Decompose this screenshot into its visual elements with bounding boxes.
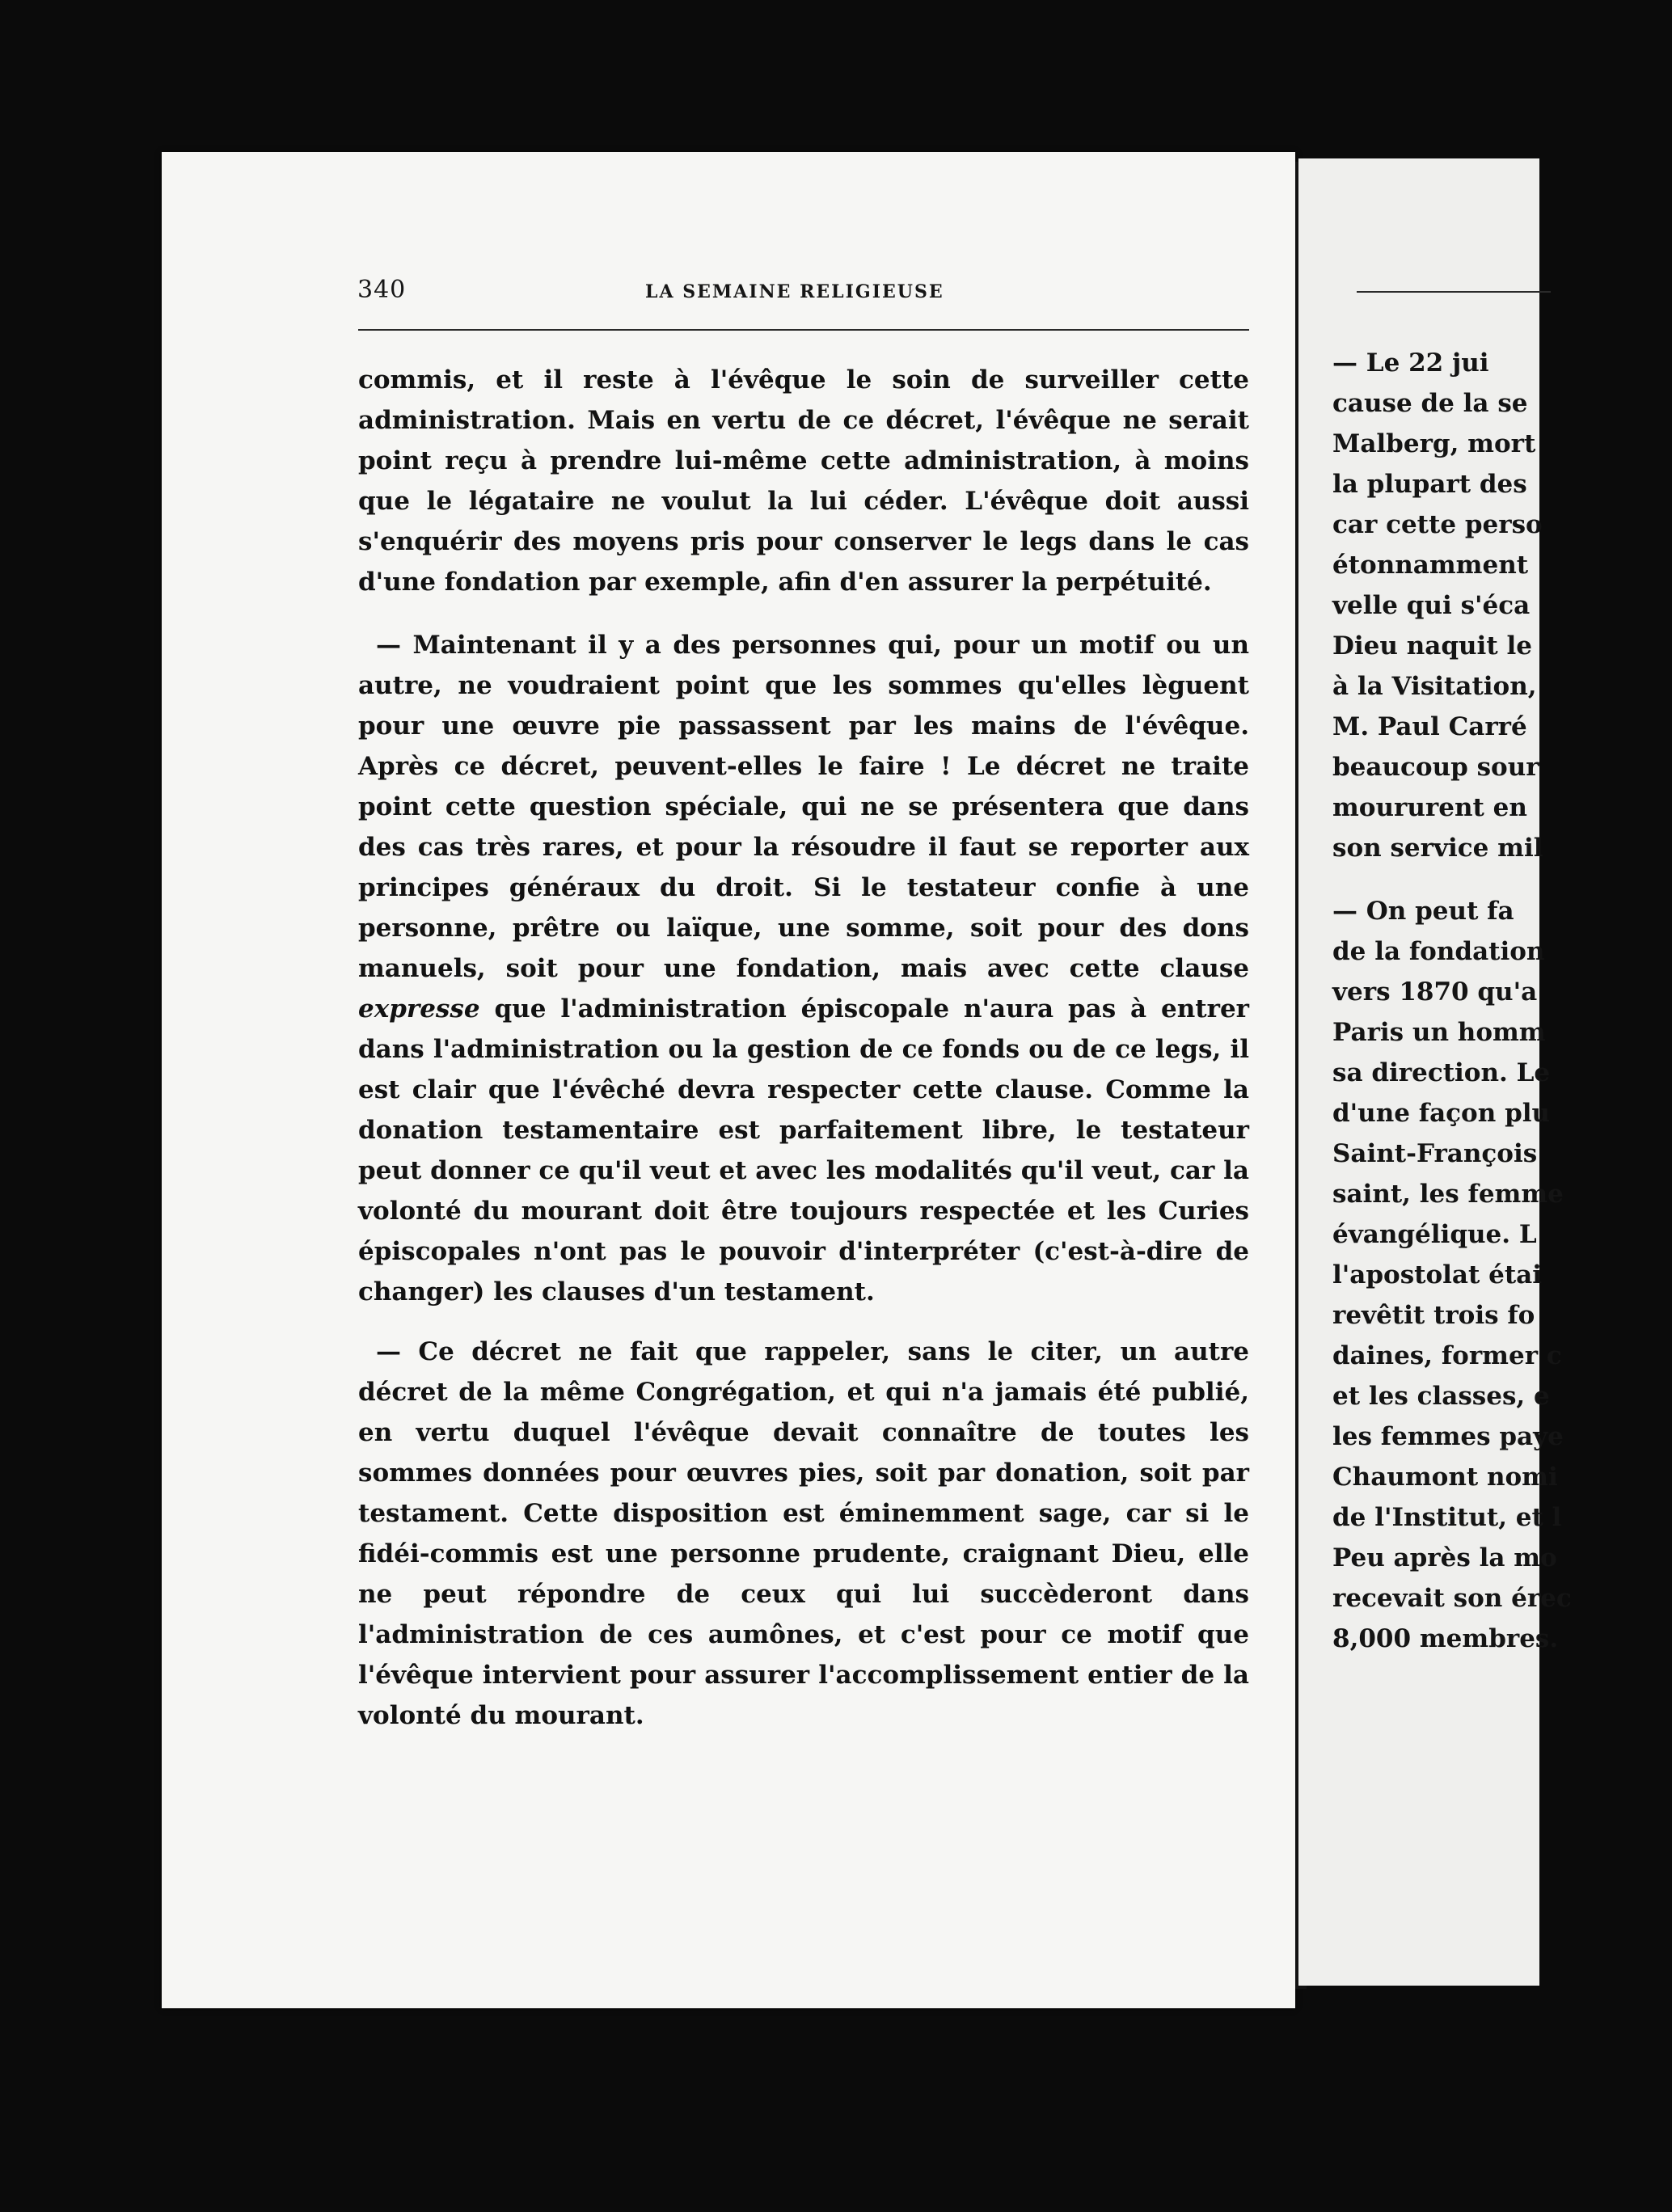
right-line: revêtit trois fo bbox=[1332, 1301, 1535, 1330]
right-line: étonnamment bbox=[1332, 551, 1529, 580]
right-line: vers 1870 qu'a bbox=[1332, 977, 1538, 1007]
page-number: 340 bbox=[357, 276, 407, 304]
right-line: sa direction. Le bbox=[1332, 1058, 1551, 1087]
right-line: beaucoup sour bbox=[1332, 753, 1539, 782]
right-line: — On peut fa bbox=[1332, 897, 1514, 926]
right-line: l'apostolat étai bbox=[1332, 1260, 1543, 1290]
right-line: moururent en bbox=[1332, 793, 1527, 822]
right-line: les femmes paye bbox=[1332, 1422, 1564, 1451]
paragraph-2-part-2: que l'administration épiscopale n'aura pas à entrer dans l'administration ou la gestion de ce fonds ou de ce legs, il est clair que l'évêché devra respecter cette clause. Comme la donation testamentaire est parfaitement libre, le testateur peut donner ce qu'il veut et avec les modalités qu'il veut, car la volonté du mourant doit être toujours respectée et les Curies épiscopales n'ont pas le pouvoir d'interpréter (c'est-à-dire de changer) les clauses d'un testament. bbox=[358, 994, 1250, 1307]
right-line: cause de la se bbox=[1332, 389, 1528, 418]
right-line: M. Paul Carré bbox=[1332, 712, 1527, 741]
right-line: de l'Institut, et l bbox=[1332, 1503, 1562, 1532]
right-line: — Le 22 jui bbox=[1332, 348, 1489, 378]
right-line: car cette perso bbox=[1332, 510, 1543, 539]
right-line: daines, former c bbox=[1332, 1341, 1562, 1370]
right-line: recevait son érec bbox=[1332, 1584, 1572, 1613]
right-line: Saint-François bbox=[1332, 1139, 1538, 1168]
right-line: de la fondation bbox=[1332, 937, 1545, 966]
header-rule bbox=[358, 329, 1249, 331]
right-header-rule bbox=[1357, 291, 1551, 293]
right-line: Paris un homm bbox=[1332, 1018, 1546, 1047]
paragraph-2 bbox=[358, 625, 1249, 1312]
right-line: son service mil bbox=[1332, 834, 1543, 863]
body-text bbox=[358, 360, 1249, 1755]
right-line: 8,000 membres. bbox=[1332, 1624, 1559, 1653]
paragraph-gap bbox=[1332, 868, 1672, 891]
right-line: la plupart des bbox=[1332, 470, 1527, 499]
right-line: Peu après la mo bbox=[1332, 1543, 1557, 1572]
right-line: évangélique. L bbox=[1332, 1220, 1537, 1249]
right-line: velle qui s'éca bbox=[1332, 591, 1531, 620]
paragraph-1: commis, et il reste à l'évêque le soin de surveiller cette administration. Mais en vertu de ce décret, l'évêque ne serait point reçu à prendre lui-même cette administration, à moins que le légataire ne voulut la lui céder. L'évêque doit aussi s'enquérir des moyens pris pour conserver le legs dans le cas d'une fondation par exemple, afin d'en assurer la perpétuité. bbox=[358, 365, 1249, 597]
paragraph-3: — Ce décret ne fait que rappeler, sans le citer, un autre décret de la même Congrégation, et qui n'a jamais été publié, en vertu duquel l'évêque devait connaître de toutes les sommes données pour œuvres pies, soit par donation, soit par testament. Cette disposition est éminemment sage, car si le fidéi-commis est une personne prudente, craignant Dieu, elle ne peut répondre de ceux qui lui succèderont dans l'administration de ces aumônes, et c'est pour ce motif que l'évêque intervient pour assurer l'accomplissement entier de la volonté du mourant. bbox=[358, 1337, 1249, 1730]
right-line: d'une façon plu bbox=[1332, 1099, 1551, 1128]
right-line: Malberg, mort bbox=[1332, 429, 1536, 458]
right-line: à la Visitation, bbox=[1332, 672, 1537, 701]
right-line: et les classes, e bbox=[1332, 1382, 1550, 1411]
right-line: Chaumont nomi bbox=[1332, 1463, 1558, 1492]
italic-word-expresse: expresse bbox=[358, 994, 480, 1024]
right-line: Dieu naquit le bbox=[1332, 631, 1532, 661]
right-page-text bbox=[1332, 343, 1672, 1659]
paragraph-2-part-1: — Maintenant il y a des personnes qui, pour un motif ou un autre, ne voudraient point que les sommes qu'elles lèguent pour une œuvre pie passassent par les mains de l'évêque. Après ce décret, peuvent-elles le faire ! Le décret ne traite point cette question spéciale, qui ne se présentera que dans des cas très rares, et pour la résoudre il faut se reporter aux principes généraux du droit. Si le testateur confie à une personne, prêtre ou laïque, une somme, soit pour des dons manuels, soit pour une fondation, mais avec cette clause bbox=[358, 631, 1249, 983]
right-line: saint, les femme bbox=[1332, 1180, 1564, 1209]
running-head: LA SEMAINE RELIGIEUSE bbox=[645, 281, 944, 302]
right-page bbox=[1298, 158, 1572, 1986]
